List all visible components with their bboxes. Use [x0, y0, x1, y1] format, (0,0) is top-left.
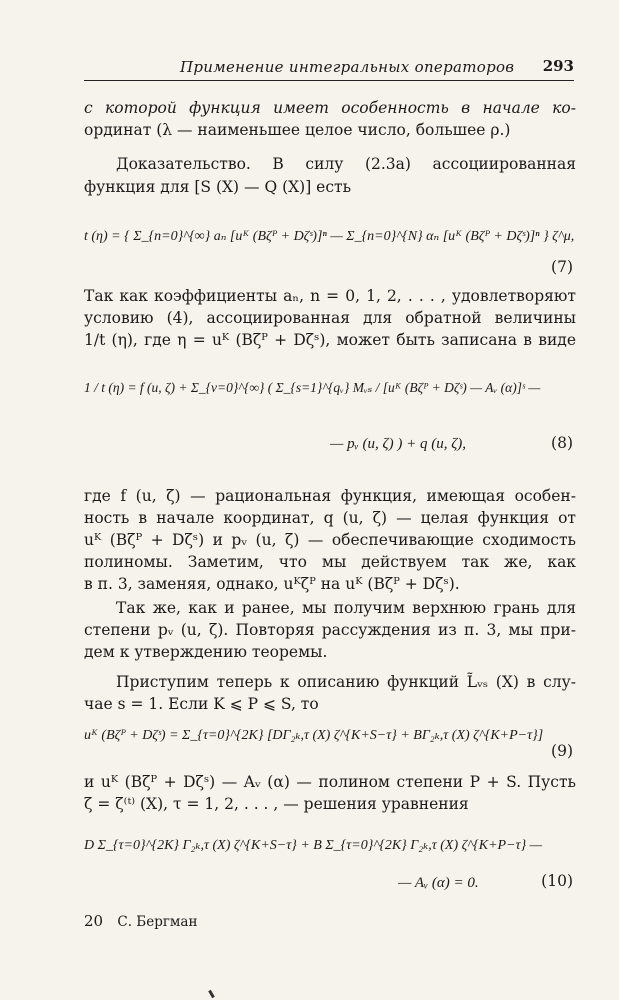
- text-line: степени pᵥ (u, ζ). Повторяя рассуждения из п. 3, мы при-: [84, 621, 576, 639]
- equation-8-line2: — pᵥ (u, ζ) ) + q (u, ζ),: [330, 436, 467, 452]
- text-line: ординат (λ — наименьшее целое число, большее ρ.): [84, 121, 511, 139]
- text-line: ность в начале координат, q (u, ζ) — целая функция от: [84, 509, 576, 527]
- header-rule: [84, 80, 574, 81]
- text-line: чае s = 1. Если K ⩽ P ⩽ S, то: [84, 695, 319, 713]
- text-line: uᴷ (Bζᴾ + Dζˢ) и pᵥ (u, ζ) — обеспечивающие сходимость: [84, 531, 576, 549]
- text-line: 1/t (η), где η = uᴷ (Bζᴾ + Dζˢ), может быть записана в виде: [84, 331, 576, 349]
- equation-8-line1: 1 / t (η) = f (u, ζ) + Σ_{ν=0}^{∞} ( Σ_{s=1}^{qᵥ} Mᵥₛ / [uᴷ (Bζᴾ + Dζˢ) — Aᵥ (α)]ˢ —: [84, 380, 541, 395]
- page-number: 293: [542, 57, 574, 75]
- running-header: [84, 52, 574, 80]
- equation-10-line1: D Σ_{τ=0}^{2K} Γ₂ₖ,τ (X) ζ^{K+S−τ} + B Σ_{τ=0}^{2K} Γ₂ₖ,τ (X) ζ^{K+P−τ} —: [84, 838, 543, 853]
- footer-author: С. Бергман: [117, 914, 198, 930]
- text-line: с которой функция имеет особенность в начале ко-: [84, 99, 576, 117]
- text-line: полиномы. Заметим, что мы действуем так же, как: [84, 553, 576, 571]
- text-line: где f (u, ζ) — рациональная функция, имеющая особен-: [84, 487, 576, 505]
- equation-number-10: (10): [541, 872, 573, 890]
- text-line: Приступим теперь к описанию функций L̃ᵥₛ (X) в слу-: [116, 673, 576, 691]
- scan-speck: [208, 990, 215, 998]
- signature-number: 20: [84, 912, 104, 930]
- equation-9: uᴷ (Bζᴾ + Dζˢ) = Σ_{τ=0}^{2K} [DΓ₂ₖ,τ (X) ζ^{K+S−τ} + BΓ₂ₖ,τ (X) ζ^{K+P−τ}]: [84, 728, 544, 743]
- text-line: и uᴷ (Bζᴾ + Dζˢ) — Aᵥ (α) — полином степени P + S. Пусть: [84, 773, 576, 791]
- text-line: Так же, как и ранее, мы получим верхнюю грань для: [116, 599, 576, 617]
- text-line: условию (4), ассоциированная для обратной величины: [84, 309, 576, 327]
- text-line: Так как коэффициенты aₙ, n = 0, 1, 2, . . . , удовлетворяют: [84, 287, 576, 305]
- text-line: функция для [S (X) — Q (X)] есть: [84, 178, 352, 196]
- text-line: ζ = ζ⁽ᵗ⁾ (X), τ = 1, 2, . . . , — решения уравнения: [84, 795, 469, 813]
- equation-10-line2: — Aᵥ (α) = 0.: [398, 875, 479, 891]
- equation-number-9: (9): [551, 742, 573, 760]
- text-line: Доказательство. В силу (2.3а) ассоциированная: [116, 155, 576, 173]
- equation-number-7: (7): [551, 258, 573, 276]
- footer: [84, 912, 197, 930]
- text-line: дем к утверждению теоремы.: [84, 643, 328, 661]
- text-line: в п. 3, заменяя, однако, uᴷζᴾ на uᴷ (Bζᴾ + Dζˢ).: [84, 575, 460, 593]
- equation-7: t (η) = { Σ_{n=0}^{∞} aₙ [uᴷ (Bζᴾ + Dζˢ)]ⁿ — Σ_{n=0}^{N} αₙ [uᴷ (Bζᴾ + Dζˢ)]ⁿ } ζ^μ,: [84, 229, 575, 244]
- equation-number-8: (8): [551, 434, 573, 452]
- header-title: Применение интегральных операторов: [180, 58, 515, 76]
